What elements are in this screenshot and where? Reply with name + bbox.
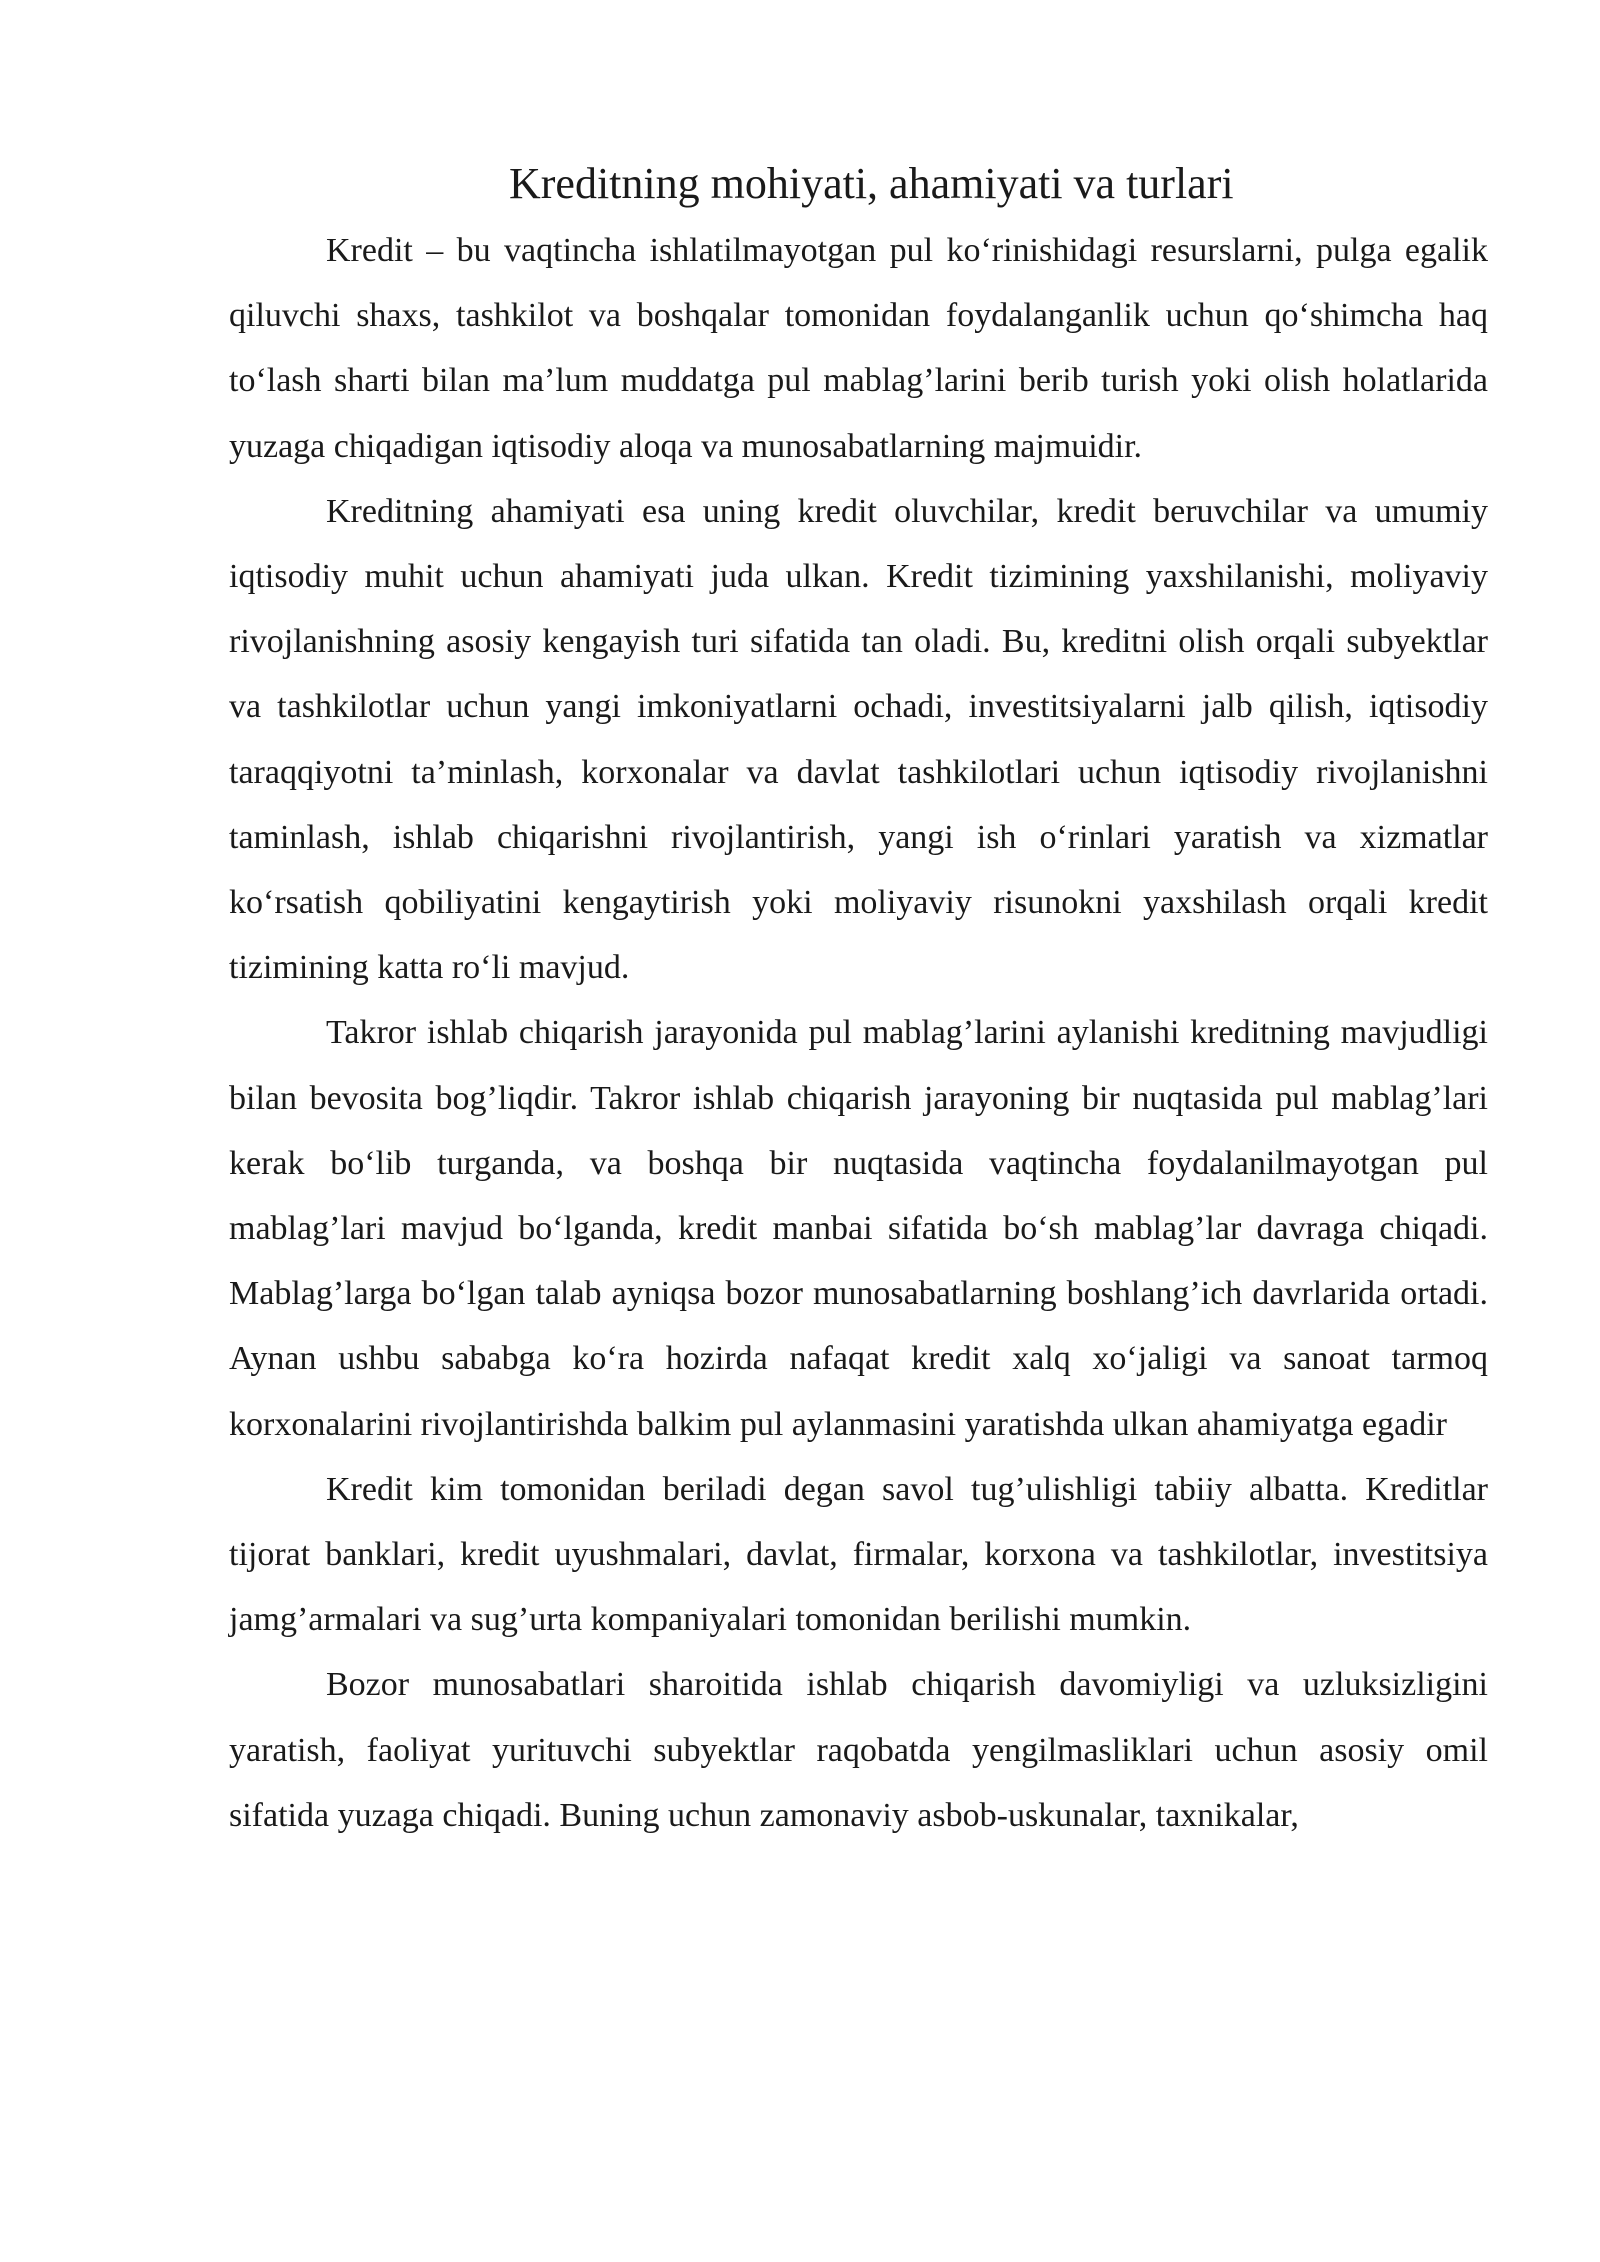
paragraph-lenders: Kredit kim tomonidan beriladi degan savol tug’ulishligi tabiiy albatta. Kreditlar tijorat banklari, kredit uyushmalari, davlat, firmalar, korxona va tashkilotlar, investitsiya jamg’armalari va sug’urta kompaniyalari tomonidan berilishi mumkin. [229,1470,1488,1639]
document-title: Kreditning mohiyati, ahamiyati va turlari [509,159,1234,208]
paragraph-market-relations: Bozor munosabatlari sharoitida ishlab chiqarish davomiyligi va uzluksizligini yaratish, faoliyat yurituvchi subyektlar raqobatda yengilmasliklari uchun asosiy omil sifatida yuzaga chiqadi. Buning uchun zamonaviy asbob-uskunalar, taxnikalar, [229,1666,1488,1834]
paragraph-reproduction: Takror ishlab chiqarish jarayonida pul mablag’larini aylanishi kreditning mavjudligi bilan bevosita bog’liqdir. Takror ishlab chiqarish jarayoning bir nuqtasida pul mablag’lari kerak bo‘lib turganda, va boshqa bir nuqtasida vaqtincha foydalanilmayotgan pul mablag’lari mavjud bo‘lganda, kredit manbai sifatida bo‘sh mablag’lar davraga chiqadi. Mablag’larga bo‘lgan talab ayniqsa bozor munosabatlarning boshlang’ich davrlarida ortadi. Aynan ushbu sababga ko‘ra hozirda nafaqat kredit xalq xo‘jaligi va sanoat tarmoq korxonalarini rivojlantirishda balkim pul aylanmasini yaratishda ulkan ahamiyatga egadir [229,1014,1488,1443]
paragraph-definition: Kredit – bu vaqtincha ishlatilmayotgan pul ko‘rinishidagi resurslarni, pulga egalik qiluvchi shaxs, tashkilot va boshqalar tomonidan foydalanganlik uchun qo‘shimcha haq to‘lash sharti bilan ma’lum muddatga pul mablag’larini berib turish yoki olish holatlarida yuzaga chiqadigan iqtisodiy aloqa va munosabatlarning majmuidir. [229,232,1488,465]
document-body [229,150,1488,1848]
paragraph-importance: Kreditning ahamiyati esa uning kredit oluvchilar, kredit beruvchilar va umumiy iqtisodiy muhit uchun ahamiyati juda ulkan. Kredit tizimining yaxshilanishi, moliyaviy rivojlanishning asosiy kengayish turi sifatida tan oladi. Bu, kreditni olish orqali subyektlar va tashkilotlar uchun yangi imkoniyatlarni ochadi, investitsiyalarni jalb qilish, iqtisodiy taraqqiyotni ta’minlash, korxonalar va davlat tashkilotlari uchun iqtisodiy rivojlanishni taminlash, ishlab chiqarishni rivojlantirish, yangi ish o‘rinlari yaratish va xizmatlar ko‘rsatish qobiliyatini kengaytirish yoki moliyaviy risunokni yaxshilash orqali kredit tizimining katta ro‘li mavjud. [229,492,1488,987]
